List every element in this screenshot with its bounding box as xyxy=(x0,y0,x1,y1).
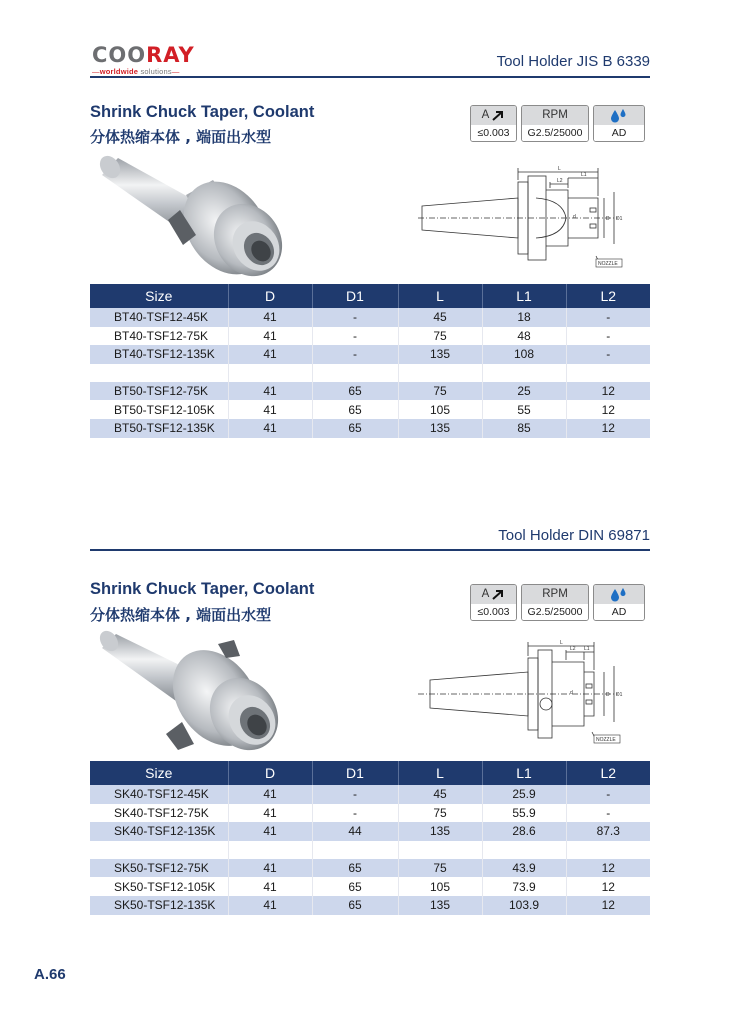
table-cell: 105 xyxy=(398,877,482,896)
col-header: L1 xyxy=(482,761,566,785)
spec-table-sk xyxy=(90,761,650,915)
table-header-row xyxy=(90,761,650,785)
table-cell: 12 xyxy=(566,859,650,878)
product-photo-sk xyxy=(98,626,288,761)
table-cell xyxy=(398,364,482,382)
svg-text:L2: L2 xyxy=(570,646,576,652)
table-cell: 55.9 xyxy=(482,804,566,823)
accuracy-badge: A ≤0.003 xyxy=(470,105,517,142)
table-cell: 55 xyxy=(482,400,566,419)
table-cell: 85 xyxy=(482,419,566,438)
table-cell: BT50-TSF12-75K xyxy=(90,382,228,401)
col-header: D1 xyxy=(312,761,398,785)
table-row xyxy=(90,400,650,419)
col-header: D xyxy=(228,761,312,785)
col-header: Size xyxy=(90,761,228,785)
table-cell: 65 xyxy=(312,859,398,878)
table-spacer xyxy=(90,364,650,382)
table-cell: 41 xyxy=(228,877,312,896)
table-row xyxy=(90,308,650,327)
table-cell: SK40-TSF12-45K xyxy=(90,785,228,804)
technical-drawing-sk xyxy=(418,636,650,748)
table-header-row xyxy=(90,284,650,308)
table-cell xyxy=(312,841,398,859)
table-cell xyxy=(90,841,228,859)
table-cell: 135 xyxy=(398,822,482,841)
table-cell: 75 xyxy=(398,382,482,401)
table-cell: BT50-TSF12-135K xyxy=(90,419,228,438)
table-cell: 103.9 xyxy=(482,896,566,915)
svg-text:L1: L1 xyxy=(584,646,590,652)
accuracy-badge: A ≤0.003 xyxy=(470,584,517,621)
table-cell: - xyxy=(566,345,650,364)
table-cell: SK50-TSF12-105K xyxy=(90,877,228,896)
table-cell xyxy=(228,841,312,859)
table-cell: 43.9 xyxy=(482,859,566,878)
table-cell: 65 xyxy=(312,896,398,915)
table-cell xyxy=(566,841,650,859)
table-cell: - xyxy=(606,328,611,343)
table-spacer xyxy=(90,841,650,859)
table-cell: 135 xyxy=(398,419,482,438)
table-cell: 12 xyxy=(566,419,650,438)
table-cell: SK40-TSF12-75K xyxy=(90,804,228,823)
table-cell: 12 xyxy=(566,896,650,915)
table-row xyxy=(90,859,650,878)
col-header: L xyxy=(398,761,482,785)
table-cell: 41 xyxy=(228,308,312,327)
heading-en: Shrink Chuck Taper, Coolant xyxy=(90,103,315,121)
table-cell: 105 xyxy=(398,400,482,419)
table-cell: - xyxy=(312,327,398,346)
table-cell: 73.9 xyxy=(482,877,566,896)
col-header: L2 xyxy=(566,761,650,785)
table-cell: 65 xyxy=(312,382,398,401)
table-cell: 75 xyxy=(398,327,482,346)
logo-tagline: —worldwide solutions— xyxy=(92,67,180,76)
svg-text:L: L xyxy=(560,640,563,646)
table-cell: BT40-TSF12-45K xyxy=(90,308,228,327)
svg-text:D1: D1 xyxy=(616,216,623,222)
heading-cn: 分体热缩本体 , 端面出水型 xyxy=(90,606,272,624)
accuracy-arrow-icon xyxy=(491,110,505,122)
table-cell: SK40-TSF12-135K xyxy=(90,822,228,841)
coolant-drop-icon xyxy=(610,108,628,124)
table-cell: SK50-TSF12-135K xyxy=(90,896,228,915)
table-cell: 41 xyxy=(228,896,312,915)
table-cell: 12 xyxy=(601,402,615,417)
table-cell: - xyxy=(312,345,398,364)
table-cell: - xyxy=(312,785,398,804)
col-header: D xyxy=(228,284,312,308)
section-rule xyxy=(90,76,650,78)
table-cell: 45 xyxy=(398,308,482,327)
table-cell: 65 xyxy=(312,400,398,419)
table-row xyxy=(90,877,650,896)
table-cell: 135 xyxy=(398,896,482,915)
col-header: Size xyxy=(90,284,228,308)
rpm-badge: RPM G2.5/25000 xyxy=(521,105,589,142)
table-cell: BT40-TSF12-75K xyxy=(90,327,228,346)
coolant-drop-icon xyxy=(610,587,628,603)
section-rule xyxy=(90,549,650,551)
table-cell: BT50-TSF12-105K xyxy=(90,400,228,419)
col-header: L1 xyxy=(482,284,566,308)
table-cell: 25 xyxy=(482,382,566,401)
accuracy-arrow-icon xyxy=(491,589,505,601)
table-row xyxy=(90,896,650,915)
svg-text:D: D xyxy=(606,692,610,698)
svg-text:NOZZLE: NOZZLE xyxy=(596,737,616,743)
svg-text:D1: D1 xyxy=(616,692,623,698)
section-title: Tool Holder JIS B 6339 xyxy=(496,53,650,70)
col-header: L xyxy=(398,284,482,308)
table-cell xyxy=(482,841,566,859)
table-cell: 41 xyxy=(228,804,312,823)
svg-text:D: D xyxy=(606,216,610,222)
table-cell: - xyxy=(312,804,398,823)
table-cell: 25.9 xyxy=(482,785,566,804)
table-cell: 87.3 xyxy=(566,822,650,841)
technical-drawing-bt xyxy=(418,160,650,272)
table-cell: - xyxy=(566,785,650,804)
table-cell: 135 xyxy=(398,345,482,364)
table-cell: - xyxy=(606,805,611,820)
table-cell: 41 xyxy=(228,327,312,346)
table-cell: 75 xyxy=(398,859,482,878)
spec-table-bt xyxy=(90,284,650,438)
table-row xyxy=(90,419,650,438)
svg-text:L1: L1 xyxy=(581,172,587,178)
table-cell: - xyxy=(312,308,398,327)
table-row xyxy=(90,382,650,401)
svg-text:L2: L2 xyxy=(557,178,563,184)
table-cell: 65 xyxy=(312,877,398,896)
col-header: L2 xyxy=(566,284,650,308)
table-cell: 28.6 xyxy=(482,822,566,841)
table-cell xyxy=(90,364,228,382)
svg-text:L: L xyxy=(558,166,561,172)
table-cell: 48 xyxy=(482,327,566,346)
table-cell: SK50-TSF12-75K xyxy=(90,859,228,878)
table-cell: 75 xyxy=(398,804,482,823)
page-number: A.66 xyxy=(34,966,66,983)
table-cell xyxy=(566,364,650,382)
table-cell: 12 xyxy=(601,879,615,894)
table-cell: BT40-TSF12-135K xyxy=(90,345,228,364)
table-cell xyxy=(482,364,566,382)
table-cell: 108 xyxy=(482,345,566,364)
spec-badges xyxy=(470,584,645,621)
section-title: Tool Holder DIN 69871 xyxy=(498,527,650,544)
table-cell: 12 xyxy=(566,382,650,401)
logo-wordmark: COORAY xyxy=(92,43,195,67)
table-cell: 41 xyxy=(228,785,312,804)
table-cell xyxy=(312,364,398,382)
product-photo-bt xyxy=(98,150,288,285)
table-row xyxy=(90,345,650,364)
coolant-badge: AD xyxy=(593,584,645,621)
heading-en: Shrink Chuck Taper, Coolant xyxy=(90,580,315,598)
table-cell: 45 xyxy=(398,785,482,804)
table-cell: - xyxy=(566,308,650,327)
table-cell: 18 xyxy=(482,308,566,327)
svg-text:d: d xyxy=(570,690,573,696)
table-row xyxy=(90,822,650,841)
table-cell: 41 xyxy=(228,822,312,841)
table-cell: 41 xyxy=(228,859,312,878)
table-cell: 41 xyxy=(228,345,312,364)
table-row xyxy=(90,785,650,804)
table-row xyxy=(90,804,650,823)
svg-text:NOZZLE: NOZZLE xyxy=(598,261,618,267)
table-cell: 44 xyxy=(312,822,398,841)
table-cell xyxy=(228,364,312,382)
svg-text:d: d xyxy=(573,214,576,220)
table-cell: 41 xyxy=(228,400,312,419)
table-row xyxy=(90,327,650,346)
spec-badges xyxy=(470,105,645,142)
table-cell: 41 xyxy=(228,419,312,438)
col-header: D1 xyxy=(312,284,398,308)
coolant-badge: AD xyxy=(593,105,645,142)
table-cell: 41 xyxy=(228,382,312,401)
table-cell: 65 xyxy=(312,419,398,438)
table-cell xyxy=(398,841,482,859)
rpm-badge: RPM G2.5/25000 xyxy=(521,584,589,621)
heading-cn: 分体热缩本体 , 端面出水型 xyxy=(90,128,272,146)
brand-logo xyxy=(92,44,212,78)
